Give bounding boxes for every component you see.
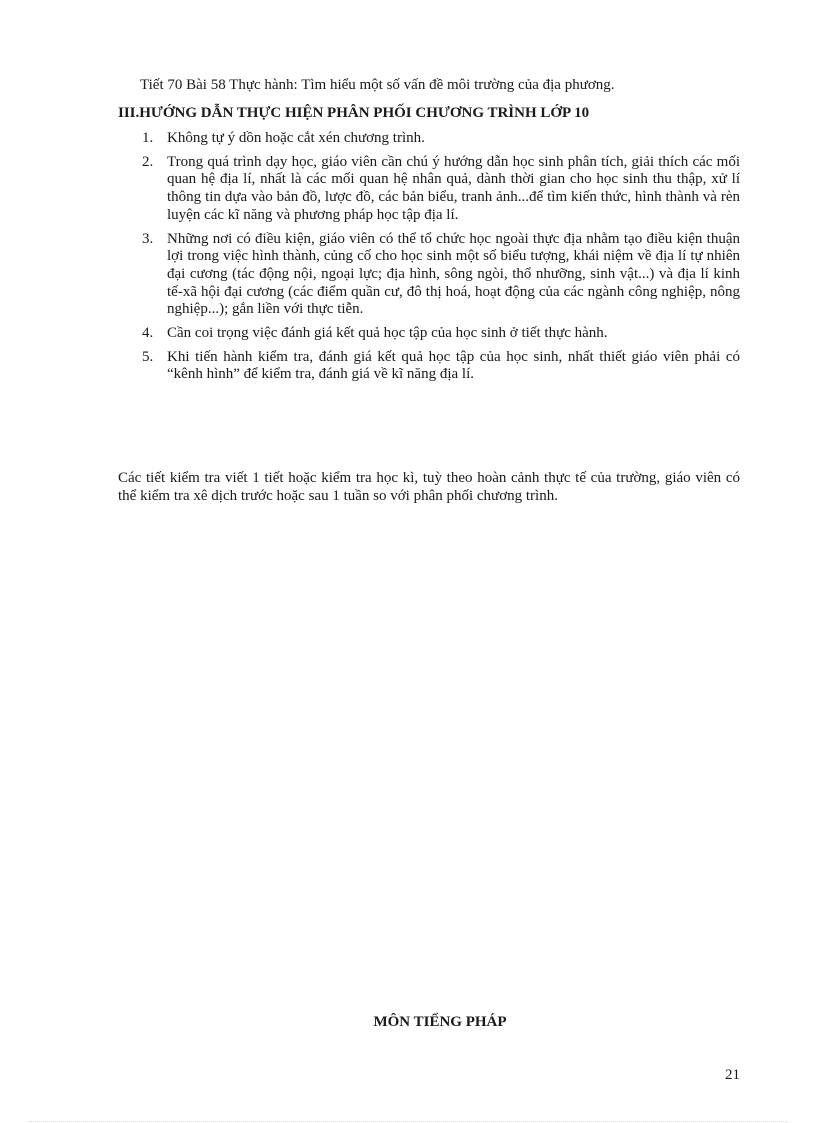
item-number: 2. — [142, 153, 154, 170]
item-text: Trong quá trình dạy học, giáo viên cần chú ý hướng dẫn học sinh phân tích, giải thích các mối quan hệ địa lí, nhất là các mối quan hệ nhân quả, dành thời gian cho học sinh thu thập, xử lí thông tin dựa vào bản đồ, lược đồ, các bản biểu, tranh ảnh...để tìm kiến thức, hình thành và rèn luyện các kĩ năng và phương pháp học tập địa lí. — [167, 153, 740, 223]
list-item — [118, 154, 740, 225]
page-bottom-divider — [28, 1121, 788, 1122]
list-item — [118, 130, 740, 148]
item-number: 5. — [142, 348, 154, 365]
item-text: Cần coi trọng việc đánh giá kết quả học tập của học sinh ở tiết thực hành. — [167, 325, 608, 342]
guideline-list — [118, 130, 740, 390]
list-item — [118, 325, 740, 343]
item-text: Khi tiến hành kiểm tra, đánh giá kết quả học tập của học sinh, nhất thiết giáo viên phải có “kênh hình” để kiểm tra, đánh giá về kĩ năng địa lí. — [167, 348, 740, 383]
list-item — [118, 231, 740, 320]
item-number: 1. — [142, 130, 154, 146]
item-number: 3. — [142, 230, 154, 247]
closing-paragraph: Các tiết kiểm tra viết 1 tiết hoặc kiểm tra học kì, tuỳ theo hoàn cảnh thực tế của trường, giáo viên có thể kiểm tra xê dịch trước hoặc sau 1 tuần so với phân phối chương trình. — [118, 470, 740, 504]
list-item — [118, 349, 740, 384]
item-text: Không tự ý dồn hoặc cắt xén chương trình. — [167, 130, 425, 146]
subject-heading: MÔN TIẾNG PHÁP — [373, 1014, 507, 1030]
item-number: 4. — [142, 325, 154, 342]
lesson-line: Tiết 70 Bài 58 Thực hành: Tìm hiểu một số vấn đề môi trường của địa phương. — [140, 77, 615, 93]
section-heading: III.HƯỚNG DẪN THỰC HIỆN PHÂN PHỐI CHƯƠNG TRÌNH LỚP 10 — [118, 105, 590, 121]
page-number: 21 — [725, 1067, 740, 1083]
item-text: Những nơi có điều kiện, giáo viên có thể tổ chức học ngoài thực địa nhằm tạo điều kiện thuận lợi trong việc hình thành, củng cố cho học sinh một số biểu tượng, khái niệm về địa lí tự nhiên đại cương (tác động nội, ngoại lực; địa hình, sông ngòi, thổ nhưỡng, sinh vật...) và địa lí kinh tế-xã hội đại cương (các điểm quần cư, đô thị hoá, hoạt động của các ngành công nghiệp, nông nghiệp...); gắn liền với thực tiễn. — [167, 230, 740, 318]
